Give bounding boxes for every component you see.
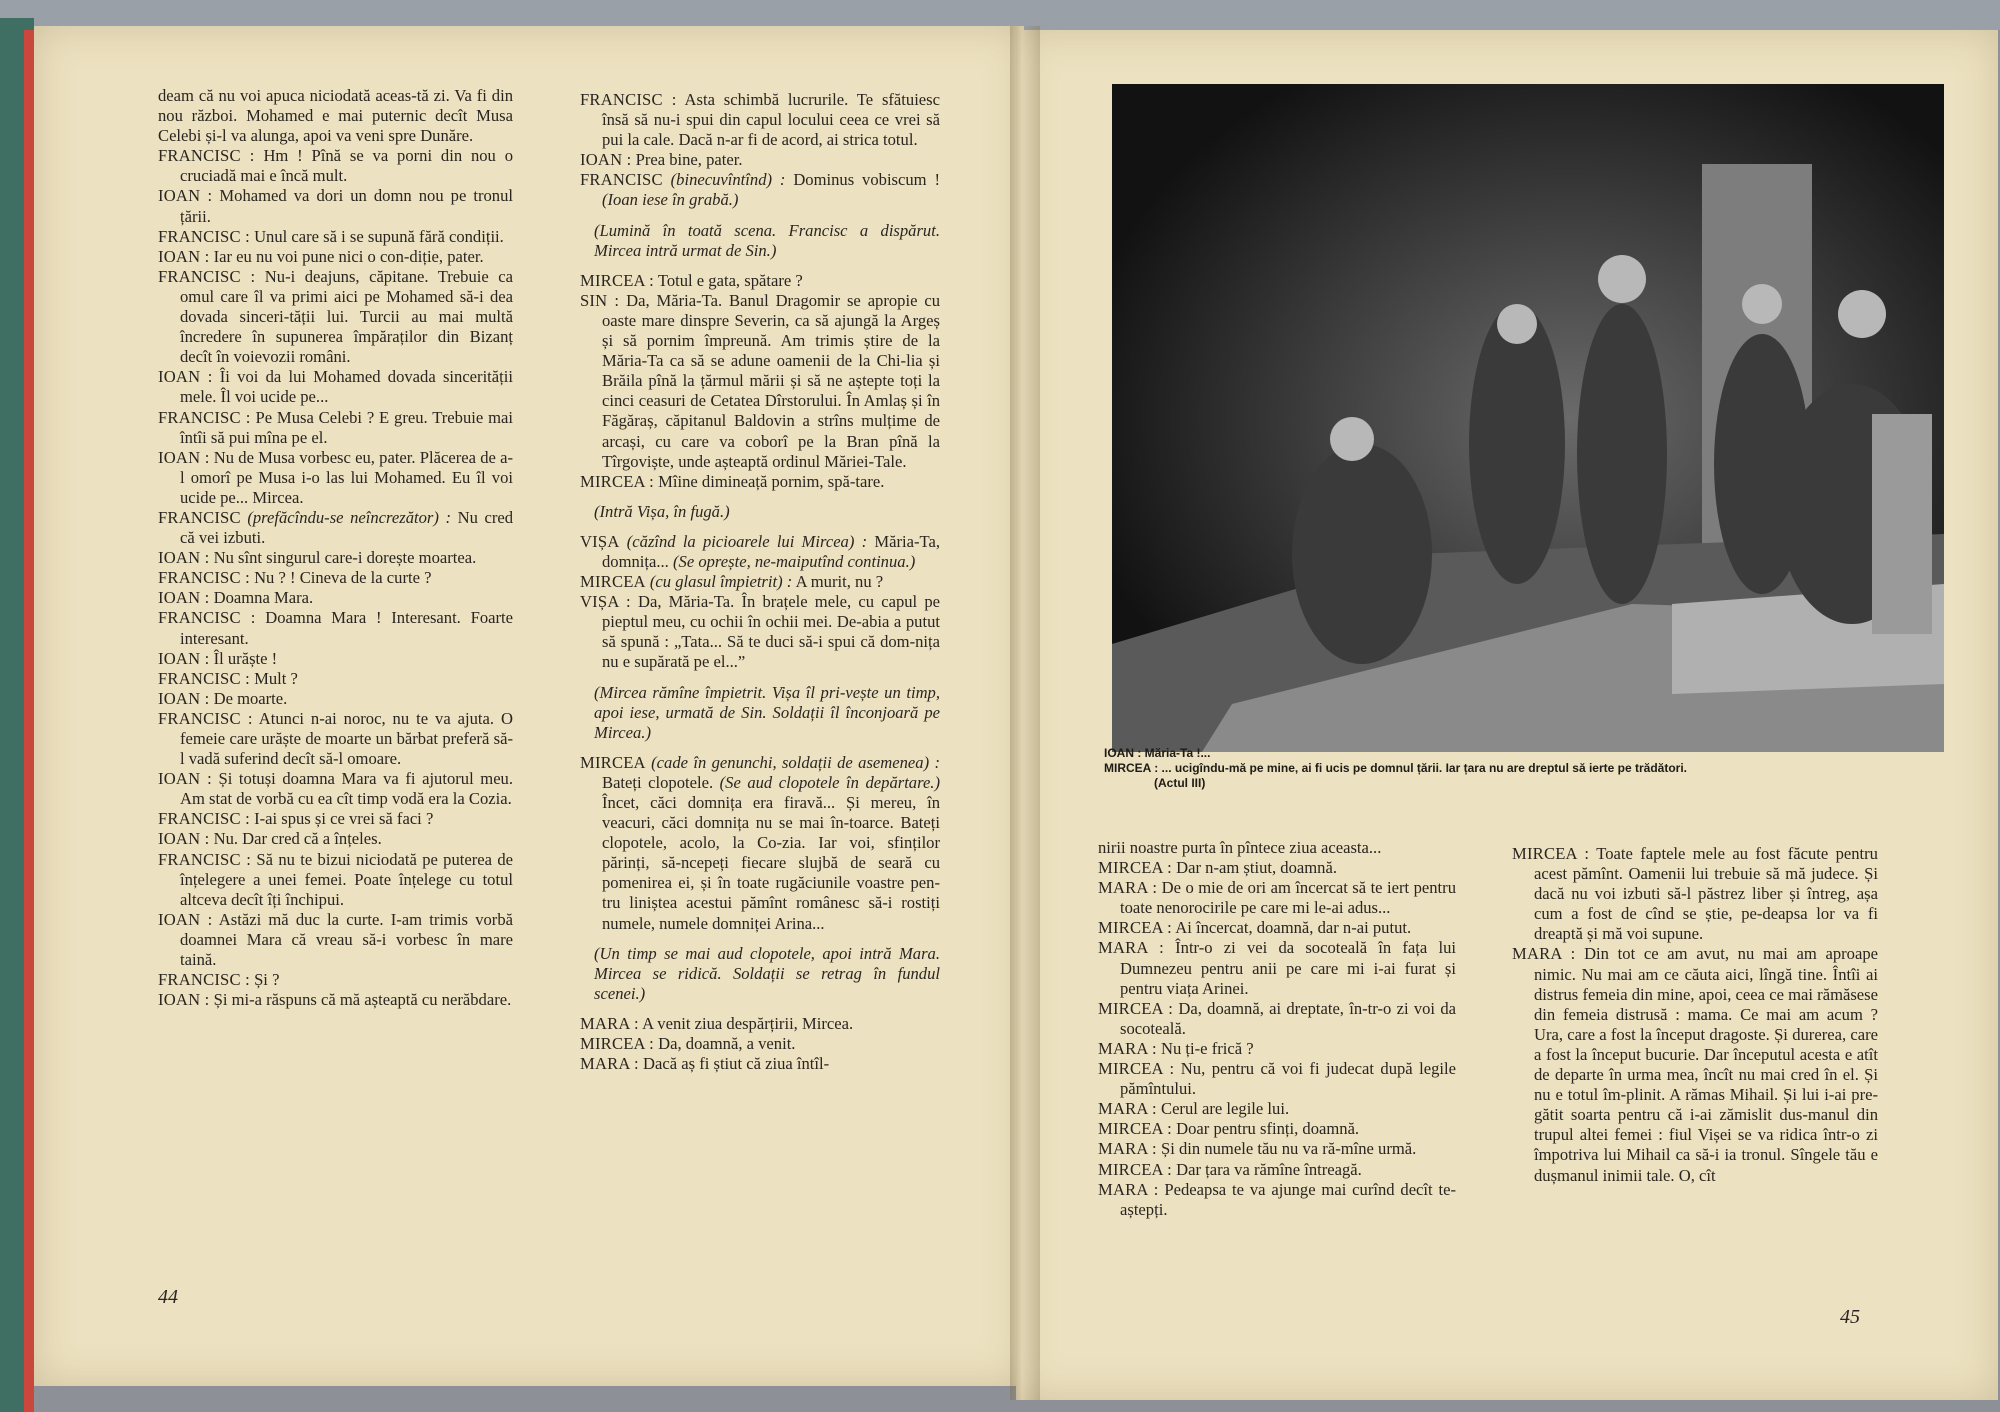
speaker-name: IOAN :: [158, 829, 210, 849]
book-gutter: [1010, 26, 1040, 1400]
dialogue-line: [1098, 838, 1456, 858]
dialogue-text: Nu sînt singurul care-i dorește moartea.: [213, 548, 477, 568]
dialogue-line: [580, 572, 940, 592]
dialogue-line: [1098, 858, 1456, 878]
inline-direction: (cu glasul împietrit) :: [649, 572, 793, 592]
dialogue-line: [580, 1054, 940, 1074]
speaker-name: FRANCISC :: [158, 226, 250, 246]
dialogue-text: Toate faptele mele au fost făcute pentru acest pămînt. Oamenii lui trebuie să mă judece. Și dacă nu voi izbuti să-l păstrez liber și întreg, așa cum a fost de cînd se știe, pe-deapsa lor va fi dreaptă și mă voi supune.: [1534, 844, 1878, 944]
speaker-name: IOAN :: [158, 548, 210, 568]
inline-direction: (Se oprește, ne-maiputînd continua.): [673, 551, 916, 571]
speaker-name: FRANCISC :: [158, 568, 250, 588]
dialogue-line: [580, 90, 940, 150]
speaker-name: IOAN :: [580, 150, 632, 170]
speaker-name: IOAN :: [158, 186, 213, 206]
speaker-name: VIȘA :: [580, 592, 631, 612]
dialogue-text: Dar țara va rămîne întreagă.: [1176, 1159, 1362, 1179]
speaker-name: MARA :: [580, 1013, 639, 1033]
dialogue-line: [1098, 1119, 1456, 1139]
dialogue-line: [580, 532, 940, 572]
dialogue-text: Nu de Musa vorbesc eu, pater. Plăcerea de a-l omorî pe Musa i-o las lui Mohamed. Eu îl voi ucide pe... Mircea.: [180, 447, 513, 507]
dialogue-line: [1098, 1039, 1456, 1059]
speaker-name: IOAN :: [158, 246, 210, 266]
dialogue-text: Și mi-a răspuns că mă așteaptă cu nerăbdare.: [213, 990, 512, 1010]
speaker-name: MARA :: [580, 1054, 639, 1074]
speaker-name: FRANCISC :: [158, 809, 250, 829]
speaker-name: MARA :: [1098, 938, 1164, 958]
dialogue-text: Hm ! Pînă se va porni din nou o cruciadă mai e încă mult.: [180, 146, 513, 186]
speaker-name: MARA :: [1098, 878, 1158, 898]
speaker-name: MIRCEA :: [1098, 1119, 1172, 1139]
speaker-name: SIN :: [580, 290, 620, 310]
dialogue-text: Nu, pentru că voi fi judecat după legile pămîntului.: [1120, 1059, 1456, 1099]
speaker-name: MIRCEA :: [1098, 918, 1172, 938]
speaker-name: MIRCEA :: [580, 471, 654, 491]
dialogue-text: Da, Măria-Ta. Banul Dragomir se apropie cu oaste mare dinspre Severin, ca să ajungă la Argeș și să pornim împreună. Am trimis știre de la Măria-Ta ca să se adune oamenii de la Chi-lia și Brăila pînă la țărmul mării și să ne aștepte toți la cinci ceasuri de Cetatea Dîrstorului. În Amlaș și în Făgăraș, căpitanul Baldovin a strîns mulțime de arcași, cu care va coborî pe la Bran pînă la Tîrgoviște, unde așteaptă ordinul Măriei-Tale.: [602, 290, 940, 471]
left-page-column-2: [580, 90, 940, 1074]
speaker-name: MIRCEA :: [1098, 998, 1174, 1018]
speaker-name: IOAN :: [158, 588, 210, 608]
speaker-name: FRANCISC :: [158, 668, 250, 688]
speaker-name: IOAN :: [158, 909, 213, 929]
speaker-name: FRANCISC :: [158, 708, 253, 728]
dialogue-line: [580, 592, 940, 672]
inline-direction: (prefăcîndu-se neîncrezător) :: [247, 507, 451, 527]
speaker-name: FRANCISC :: [158, 266, 256, 286]
dialogue-text: Nu ? ! Cineva de la curte ?: [254, 568, 432, 588]
speaker-name: MARA :: [1098, 1179, 1159, 1199]
dialogue-line: [158, 448, 513, 508]
dialogue-text: Îl urăște !: [213, 648, 278, 668]
dialogue-line: [158, 588, 513, 608]
speaker-name: IOAN :: [158, 769, 212, 789]
right-page-column-2: [1512, 844, 1878, 1186]
dialogue-text: Încet, căci domnița era firavă... Și mereu, în veacuri, căci domnița nu se mai în-toarce. Bateți clopotele, acolo, la Co-zia. Iar voi, sfinților părinți, să-ncepeți fiecare slujbă de seară cu pomenirea ei, și în toate rugăciunile voastre pen-tru liniștea acestui pămînt românesc să-i rostiți numele, numele domniței Arina...: [602, 793, 940, 933]
dialogue-text: Totul e gata, spătare ?: [657, 270, 803, 290]
inline-direction: (Ioan iese în grabă.): [602, 190, 739, 210]
dialogue-text: Dar n-am știut, doamnă.: [1176, 858, 1337, 878]
stage-direction-text: (Mircea rămîne împietrit. Vișa îl pri-vește un timp, apoi iese, urmată de Sin. Soldații îl înconjoară pe Mircea.): [594, 682, 940, 742]
stage-direction: [580, 502, 940, 522]
speaker-name: FRANCISC :: [580, 90, 677, 109]
stage-direction: [580, 221, 940, 261]
dialogue-line: [158, 267, 513, 367]
dialogue-text: Bateți clopotele.: [602, 772, 714, 792]
dialogue-text: Nu-i deajuns, căpitane. Trebuie ca omul care îl va primi aici pe Mohamed să-i dea dovada sinceri-tății lui. Turcii au mai multă încredere în supunerea împăraților din Bizanț decît în voievozii români.: [180, 266, 513, 367]
speaker-name: IOAN :: [158, 367, 213, 387]
dialogue-text: Nu cred că vei izbuti.: [180, 507, 514, 548]
dialogue-line: [580, 753, 940, 934]
dialogue-text: Nu ți-e frică ?: [1161, 1038, 1254, 1058]
left-page-number: 44: [158, 1286, 178, 1308]
stage-direction-text: (Lumină în toată scena. Francisc a dispărut. Mircea intră urmat de Sin.): [594, 220, 940, 260]
dialogue-line: [580, 291, 940, 472]
dialogue-text: Pedeapsa te va ajunge mai curînd decît te-aștepți.: [1120, 1179, 1456, 1219]
caption-line-1: IOAN : Măria-Ta !...: [1104, 746, 1211, 760]
dialogue-text: Și ?: [254, 970, 280, 990]
dialogue-line: [158, 568, 513, 588]
dialogue-text: De moarte.: [213, 688, 288, 708]
dialogue-text: Să nu te bizui niciodată pe puterea de înțelegere a unei femei. Poate înțelege cu totul altceva decît îți închipui.: [180, 849, 513, 909]
dialogue-line: [158, 970, 513, 990]
dialogue-text: A murit, nu ?: [795, 572, 884, 592]
dialogue-line: [158, 608, 513, 648]
dialogue-line: [580, 150, 940, 170]
speaker-name: FRANCISC: [158, 507, 241, 527]
dialogue-line: [1098, 1180, 1456, 1220]
stage-photo-image: [1112, 84, 1944, 752]
speaker-name: MIRCEA: [580, 572, 646, 592]
speaker-name: IOAN :: [158, 648, 210, 668]
dialogue-text: Și din numele tău nu va ră-mîne urmă.: [1161, 1139, 1417, 1159]
dialogue-line: [158, 769, 513, 809]
dialogue-line: [1098, 918, 1456, 938]
dialogue-line: [1512, 944, 1878, 1185]
dialogue-text: Iar eu nu voi pune nici o con-diție, pater.: [213, 246, 484, 266]
dialogue-line: [158, 548, 513, 568]
dialogue-line: [580, 170, 940, 210]
dialogue-text: Unul care să i se supună fără condiții.: [254, 226, 504, 246]
stage-direction-text: (Intră Vișa, în fugă.): [594, 501, 730, 521]
dialogue-text: Mohamed va dori un domn nou pe tronul țării.: [180, 186, 514, 226]
speaker-name: MARA :: [1098, 1099, 1157, 1119]
dialogue-text: Doamna Mara.: [213, 588, 314, 608]
dialogue-text: nirii noastre purta în pîntece ziua aceasta...: [1098, 838, 1382, 857]
left-page-column-1: [158, 86, 513, 1010]
dialogue-text: Da, doamnă, a venit.: [658, 1034, 796, 1054]
speaker-name: VIȘA: [580, 531, 620, 551]
speaker-name: MARA :: [1512, 944, 1576, 964]
dialogue-text: Cerul are legile lui.: [1161, 1099, 1290, 1119]
speaker-name: MIRCEA :: [1098, 1159, 1172, 1179]
speaker-name: FRANCISC :: [158, 608, 256, 628]
dialogue-text: Îi voi da lui Mohamed dovada sincerității mele. Îl voi ucide pe...: [180, 367, 513, 407]
dialogue-text: Dominus vobiscum !: [793, 170, 940, 190]
dialogue-line: [1098, 938, 1456, 998]
dialogue-line: [1098, 1139, 1456, 1159]
speaker-name: FRANCISC :: [158, 970, 250, 990]
dialogue-line: [158, 247, 513, 267]
speaker-name: MIRCEA :: [580, 270, 654, 290]
dialogue-text: Din tot ce am avut, nu mai am aproape nimic. Nu mai am ce căuta aici, lîngă tine. Întîi ai distrus femeia din mine, apoi, ceea ce mai rămăsese din femeia distrusă : mama. Ce mai am acum ? Ura, care a fost la început dragoste. Și durerea, care a fost la început bucurie. Dar începutul acesta e atît de departe în urma mea, încît nu mai cred în el. Și nu e totul îm-plinit. A rămas Mihail. Și lui i-ai pre-gătit soarta pentru că i-ai zămislit dus-manul din trupul altei femei : fiul Vișei se va ridica într-o zi împotriva lui Mihail ca să-i ia tronul. Sîngele tău e dușmanul inimii tale. O, cît: [1534, 944, 1878, 1185]
speaker-name: MIRCEA :: [1512, 844, 1590, 863]
speaker-name: MARA :: [1098, 1139, 1157, 1159]
dialogue-line: [158, 829, 513, 849]
dialogue-text: Pe Musa Celebi ? E greu. Trebuie mai întîi să pui mîna pe el.: [180, 407, 513, 447]
speaker-name: FRANCISC :: [158, 146, 255, 166]
speaker-name: IOAN :: [158, 990, 210, 1010]
dialogue-line: [580, 472, 940, 492]
dialogue-line: [1098, 1099, 1456, 1119]
dialogue-line: [580, 1014, 940, 1034]
dialogue-text: Asta schimbă lucrurile. Te sfătuiesc însă să nu-i spui din capul locului ceea ce vrei să pui la cale. Dacă n-ar fi de acord, ai strica totul.: [602, 90, 940, 150]
dialogue-line: [158, 910, 513, 970]
dialogue-line: [158, 990, 513, 1010]
book-cover-red-edge: [24, 30, 34, 1412]
dialogue-text: Mîine dimineață pornim, spă-tare.: [658, 471, 885, 491]
dialogue-text: Nu. Dar cred că a înțeles.: [213, 829, 382, 849]
dialogue-line: [158, 809, 513, 829]
dialogue-text: Ai încercat, doamnă, dar n-ai putut.: [1175, 918, 1412, 938]
inline-direction: (căzînd la picioarele lui Mircea) :: [626, 531, 868, 551]
dialogue-line: [158, 408, 513, 448]
dialogue-text: Doar pentru sfinți, doamnă.: [1176, 1119, 1360, 1139]
speaker-name: MARA :: [1098, 1038, 1157, 1058]
dialogue-text: Doamna Mara ! Interesant. Foarte interesant.: [180, 608, 513, 648]
caption-line-2: MIRCEA : ... ucigîndu-mă pe mine, ai fi ucis pe domnul țării. Iar țara nu are dreptul să ierte pe trădători.: [1104, 761, 1688, 775]
inline-direction: (binecuvîntînd) :: [670, 170, 786, 190]
dialogue-line: [158, 367, 513, 407]
speaker-name: IOAN :: [158, 447, 210, 467]
dialogue-text: Da, Măria-Ta. În brațele mele, cu capul pe pieptul meu, cu ochii în ochii mei. De-abia a putut să spună : „Tata... Să te duci să-i spui că dom-nița nu e supărată pe el...”: [602, 592, 940, 672]
dialogue-line: [158, 186, 513, 226]
dialogue-line: [580, 271, 940, 291]
speaker-name: MIRCEA :: [580, 1034, 654, 1054]
speaker-name: MIRCEA :: [1098, 858, 1172, 878]
dialogue-text: Și totuși doamna Mara va fi ajutorul meu. Am stat de vorbă cu ea cît timp vodă era la Cozia.: [180, 769, 513, 809]
dialogue-text: Într-o zi vei da socoteală în fața lui Dumnezeu pentru anii pe care mi i-ai furat și pentru viața Arinei.: [1120, 938, 1456, 998]
stage-direction: [580, 944, 940, 1004]
dialogue-line: [158, 689, 513, 709]
dialogue-text: Dacă aș fi știut că ziua întîl-: [643, 1054, 830, 1074]
speaker-name: FRANCISC: [580, 170, 663, 190]
dialogue-line: [158, 709, 513, 769]
inline-direction: (cade în genunchi, soldații de asemenea) :: [651, 752, 940, 772]
photo-caption: [1104, 746, 1954, 791]
speaker-name: FRANCISC :: [158, 849, 252, 869]
dialogue-text: Prea bine, pater.: [635, 150, 743, 170]
dialogue-line: [158, 850, 513, 910]
dialogue-text: Atunci n-ai noroc, nu te va ajuta. O femeie care urăște de moarte un bărbat preferă să-l vadă suferind decît să-l omoare.: [180, 708, 513, 769]
dialogue-line: [158, 86, 513, 146]
dialogue-line: [1098, 878, 1456, 918]
speaker-name: FRANCISC :: [158, 407, 251, 427]
speaker-name: IOAN :: [158, 688, 210, 708]
dialogue-line: [158, 146, 513, 186]
dialogue-line: [158, 508, 513, 548]
speaker-name: MIRCEA: [580, 752, 646, 772]
dialogue-text: De o mie de ori am încercat să te iert pentru toate nenorocirile pe care mi le-ai adus...: [1120, 878, 1456, 918]
dialogue-line: [158, 649, 513, 669]
speaker-name: MIRCEA :: [1098, 1059, 1175, 1079]
right-page-column-1: [1098, 838, 1456, 1220]
stage-direction-text: (Un timp se mai aud clopotele, apoi intră Mara. Mircea se ridică. Soldații se retrag în fundul scenei.): [594, 943, 940, 1003]
dialogue-line: [1098, 1160, 1456, 1180]
dialogue-line: [1098, 999, 1456, 1039]
dialogue-text: I-ai spus și ce vrei să faci ?: [254, 809, 434, 829]
dialogue-text: deam că nu voi apuca niciodată aceas-tă zi. Va fi din nou război. Mohamed e mai puternic decît Musa Celebi și-l va alunga, apoi va veni spre Dunăre.: [158, 86, 513, 146]
dialogue-line: [158, 669, 513, 689]
stage-photo: [1112, 84, 1944, 752]
dialogue-text: Măria-Ta, domnița...: [602, 531, 940, 571]
dialogue-line: [1512, 844, 1878, 944]
dialogue-line: [1098, 1059, 1456, 1099]
dialogue-text: Mult ?: [254, 668, 298, 688]
inline-direction: (Se aud clopotele în depărtare.): [719, 772, 940, 792]
dialogue-text: Da, doamnă, ai dreptate, în-tr-o zi voi da socoteală.: [1120, 998, 1456, 1038]
dialogue-line: [158, 227, 513, 247]
dialogue-text: A venit ziua despărțirii, Mircea.: [642, 1013, 854, 1033]
caption-line-3: (Actul III): [1154, 776, 1206, 790]
stage-direction: [580, 683, 940, 743]
right-page-number: 45: [1840, 1306, 1860, 1328]
dialogue-line: [580, 1034, 940, 1054]
dialogue-text: Astăzi mă duc la curte. I-am trimis vorbă doamnei Mara că vreau să-i vorbesc în mare taină.: [180, 909, 513, 970]
